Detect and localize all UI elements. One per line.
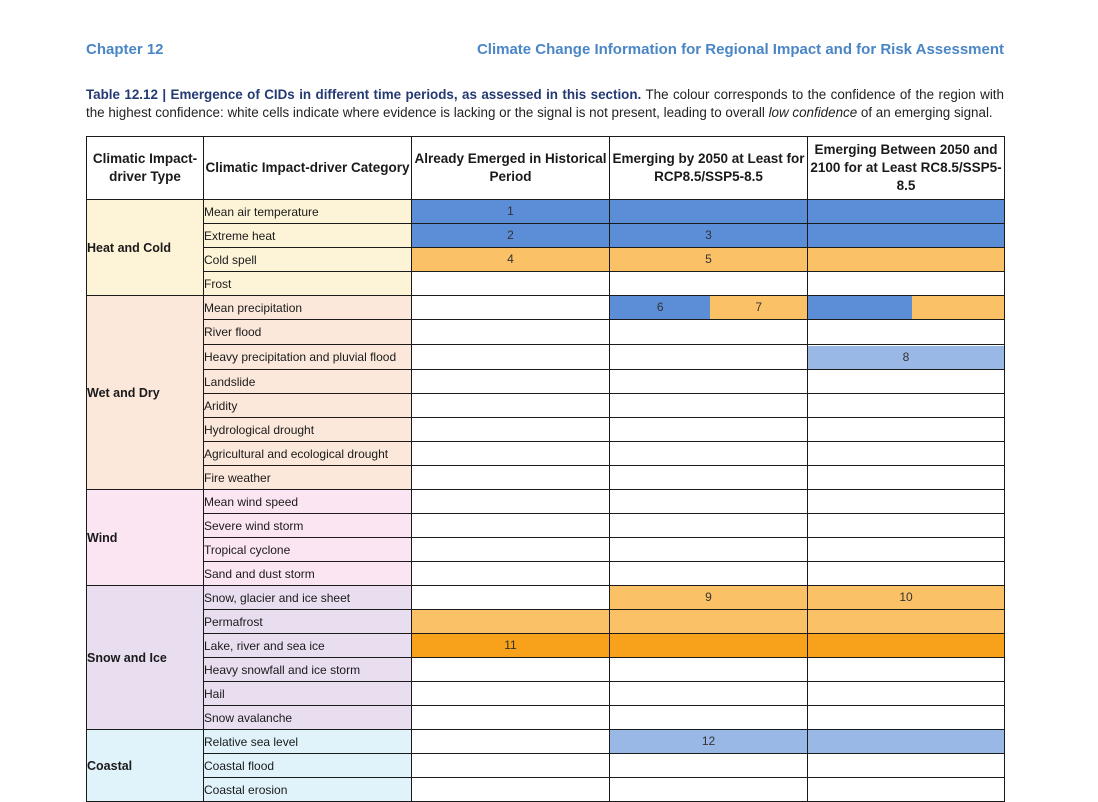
by-2050-cell (610, 562, 808, 586)
cid-category-cell: Coastal flood (204, 754, 412, 778)
historical-cell (412, 248, 610, 272)
shaded-cell-part (912, 296, 1004, 319)
cid-type-cell: Heat and Cold (87, 200, 204, 296)
between-2050-2100-cell (808, 224, 1005, 248)
shaded-cell: 8 (808, 346, 1004, 369)
cid-category-cell: Landslide (204, 370, 412, 394)
table-row (87, 538, 1005, 562)
cid-category-cell: Agricultural and ecological drought (204, 442, 412, 466)
between-2050-2100-cell (808, 658, 1005, 682)
by-2050-cell (610, 442, 808, 466)
table-row (87, 394, 1005, 418)
between-2050-2100-cell (808, 730, 1005, 754)
header-historical: Already Emerged in Historical Period (412, 137, 610, 200)
by-2050-cell (610, 706, 808, 730)
table-row (87, 248, 1005, 272)
cid-category-cell: Heavy snowfall and ice storm (204, 658, 412, 682)
by-2050-cell (610, 778, 808, 802)
between-2050-2100-cell (808, 200, 1005, 224)
table-body (87, 200, 1005, 802)
by-2050-cell (610, 754, 808, 778)
caption-label: Table 12.12 | Emergence of CIDs in different time periods, as assessed in this section. (86, 87, 642, 102)
cid-category-cell: Severe wind storm (204, 514, 412, 538)
between-2050-2100-cell (808, 320, 1005, 345)
cid-type-cell: Coastal (87, 730, 204, 802)
historical-cell (412, 610, 610, 634)
shaded-cell: 11 (412, 634, 609, 657)
historical-cell (412, 730, 610, 754)
table-row (87, 562, 1005, 586)
shaded-cell (808, 224, 1004, 247)
shaded-cell: 12 (610, 730, 807, 753)
shaded-cell: 1 (412, 200, 609, 223)
by-2050-cell (610, 658, 808, 682)
shaded-cell (808, 634, 1004, 657)
header-by-2050: Emerging by 2050 at Least for RCP8.5/SSP5-8.5 (610, 137, 808, 200)
by-2050-cell (610, 345, 808, 370)
by-2050-cell (610, 248, 808, 272)
header-2050-2100: Emerging Between 2050 and 2100 for at Least RC8.5/SSP5-8.5 (808, 137, 1005, 200)
between-2050-2100-cell (808, 634, 1005, 658)
table-row (87, 272, 1005, 296)
between-2050-2100-cell (808, 706, 1005, 730)
cid-category-cell: Tropical cyclone (204, 538, 412, 562)
table-row (87, 370, 1005, 394)
by-2050-cell (610, 370, 808, 394)
table-row (87, 320, 1005, 345)
between-2050-2100-cell (808, 248, 1005, 272)
between-2050-2100-cell (808, 370, 1005, 394)
table-row (87, 514, 1005, 538)
shaded-cell: 3 (610, 224, 807, 247)
shaded-cell: 4 (412, 248, 609, 271)
header-cid-category: Climatic Impact-driver Category (204, 137, 412, 200)
between-2050-2100-cell (808, 778, 1005, 802)
table-row (87, 730, 1005, 754)
table-row (87, 200, 1005, 224)
between-2050-2100-cell (808, 490, 1005, 514)
shaded-cell-part: 7 (710, 296, 807, 319)
cid-category-cell: Hail (204, 682, 412, 706)
header-cid-type: Climatic Impact-driver Type (87, 137, 204, 200)
by-2050-cell (610, 418, 808, 442)
between-2050-2100-cell-split (808, 296, 1004, 319)
historical-cell (412, 490, 610, 514)
between-2050-2100-cell (808, 394, 1005, 418)
by-2050-cell (610, 610, 808, 634)
historical-cell (412, 586, 610, 610)
historical-cell (412, 658, 610, 682)
between-2050-2100-cell (808, 538, 1005, 562)
by-2050-cell (610, 320, 808, 345)
between-2050-2100-cell (808, 418, 1005, 442)
historical-cell (412, 778, 610, 802)
table-row (87, 658, 1005, 682)
historical-cell (412, 224, 610, 248)
table-row (87, 490, 1005, 514)
cid-category-cell: Cold spell (204, 248, 412, 272)
caption-text-after: of an emerging signal. (857, 105, 993, 120)
by-2050-cell (610, 586, 808, 610)
table-row (87, 418, 1005, 442)
cid-category-cell: Mean precipitation (204, 296, 412, 320)
between-2050-2100-cell (808, 562, 1005, 586)
historical-cell (412, 514, 610, 538)
shaded-cell (610, 634, 807, 657)
by-2050-cell (610, 296, 808, 320)
cid-category-cell: Hydrological drought (204, 418, 412, 442)
cid-category-cell: Sand and dust storm (204, 562, 412, 586)
historical-cell (412, 562, 610, 586)
between-2050-2100-cell (808, 682, 1005, 706)
by-2050-cell (610, 634, 808, 658)
historical-cell (412, 320, 610, 345)
table-row (87, 442, 1005, 466)
table-header-row (87, 137, 1005, 200)
cid-category-cell: Lake, river and sea ice (204, 634, 412, 658)
historical-cell (412, 296, 610, 320)
between-2050-2100-cell (808, 296, 1005, 320)
cid-category-cell: Snow, glacier and ice sheet (204, 586, 412, 610)
by-2050-cell (610, 224, 808, 248)
historical-cell (412, 394, 610, 418)
shaded-cell: 9 (610, 586, 807, 609)
caption-text-before: The colour corresponds to the confidence of the region with the highest confidence: white cells indicate where evidence is lacking or the signal is not present, leading to overall (86, 87, 1004, 120)
historical-cell (412, 200, 610, 224)
cid-category-cell: Fire weather (204, 466, 412, 490)
cid-category-cell: Extreme heat (204, 224, 412, 248)
cid-category-cell: Aridity (204, 394, 412, 418)
between-2050-2100-cell (808, 466, 1005, 490)
cid-category-cell: Mean wind speed (204, 490, 412, 514)
between-2050-2100-cell (808, 514, 1005, 538)
between-2050-2100-cell (808, 610, 1005, 634)
shaded-cell: 2 (412, 224, 609, 247)
cid-type-cell: Snow and Ice (87, 586, 204, 730)
table-row (87, 682, 1005, 706)
between-2050-2100-cell (808, 442, 1005, 466)
shaded-cell: 10 (808, 586, 1004, 609)
shaded-cell-part: 6 (610, 296, 710, 319)
historical-cell (412, 370, 610, 394)
table-row (87, 224, 1005, 248)
by-2050-cell (610, 490, 808, 514)
shaded-cell (610, 610, 807, 633)
shaded-cell (808, 610, 1004, 633)
historical-cell (412, 345, 610, 370)
shaded-cell (808, 248, 1004, 271)
table-row (87, 466, 1005, 490)
by-2050-cell (610, 200, 808, 224)
table-row (87, 778, 1005, 802)
by-2050-cell (610, 466, 808, 490)
historical-cell (412, 538, 610, 562)
historical-cell (412, 634, 610, 658)
historical-cell (412, 418, 610, 442)
chapter-label: Chapter 12 (86, 41, 164, 58)
historical-cell (412, 466, 610, 490)
table-row (87, 706, 1005, 730)
historical-cell (412, 706, 610, 730)
cid-category-cell: Frost (204, 272, 412, 296)
table-row (87, 634, 1005, 658)
by-2050-cell-split (610, 296, 807, 319)
table-caption (86, 86, 1004, 122)
historical-cell (412, 682, 610, 706)
table-row (87, 754, 1005, 778)
table-row (87, 345, 1005, 370)
table-row (87, 610, 1005, 634)
shaded-cell (412, 610, 609, 633)
historical-cell (412, 754, 610, 778)
cid-category-cell: Heavy precipitation and pluvial flood (204, 345, 412, 370)
cid-category-cell: Permafrost (204, 610, 412, 634)
by-2050-cell (610, 514, 808, 538)
cid-category-cell: Mean air temperature (204, 200, 412, 224)
chapter-title: Climate Change Information for Regional Impact and for Risk Assessment (476, 41, 1004, 58)
cid-category-cell: Coastal erosion (204, 778, 412, 802)
shaded-cell (610, 200, 807, 223)
between-2050-2100-cell (808, 272, 1005, 296)
shaded-cell (808, 730, 1004, 753)
between-2050-2100-cell (808, 754, 1005, 778)
between-2050-2100-cell (808, 586, 1005, 610)
by-2050-cell (610, 394, 808, 418)
by-2050-cell (610, 730, 808, 754)
cid-emergence-table (86, 136, 1005, 802)
cid-category-cell: Relative sea level (204, 730, 412, 754)
table-row (87, 586, 1005, 610)
cid-type-cell: Wind (87, 490, 204, 586)
cid-category-cell: River flood (204, 320, 412, 345)
by-2050-cell (610, 538, 808, 562)
by-2050-cell (610, 682, 808, 706)
historical-cell (412, 442, 610, 466)
caption-italic: low confidence (768, 105, 858, 120)
shaded-cell-part (808, 296, 912, 319)
historical-cell (412, 272, 610, 296)
between-2050-2100-cell (808, 345, 1005, 370)
cid-type-cell: Wet and Dry (87, 296, 204, 490)
shaded-cell: 5 (610, 248, 807, 271)
table-row (87, 296, 1005, 320)
by-2050-cell (610, 272, 808, 296)
cid-category-cell: Snow avalanche (204, 706, 412, 730)
shaded-cell (808, 200, 1004, 223)
